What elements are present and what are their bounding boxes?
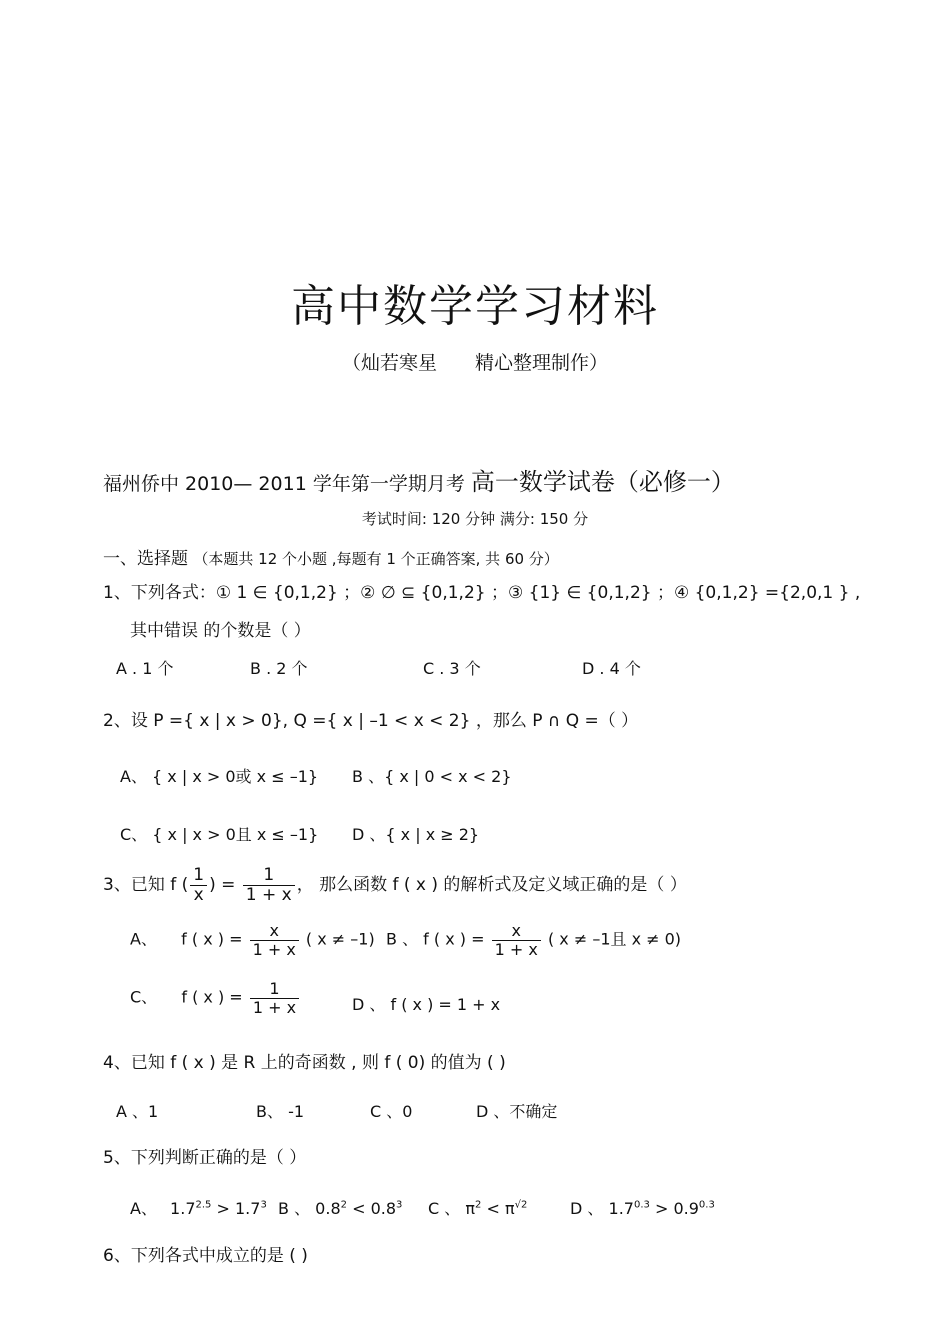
q5-option-d-base1: 1.7 <box>608 1199 634 1218</box>
q3-option-c-label: C、 <box>130 987 158 1007</box>
q3-frac-arg-den: x <box>193 884 204 905</box>
q3-option-d: D 、 f ( x ) = 1 + x <box>352 995 501 1014</box>
q5-option-a-base2: > 1.7 <box>211 1199 261 1218</box>
q3-option-c-lhs: f ( x ) = <box>181 987 243 1007</box>
q3-stem <box>103 866 687 904</box>
q5-option-a-exp1: 2.5 <box>195 1199 212 1211</box>
q2-option-b: B 、{ x | 0 < x < 2} <box>352 767 512 786</box>
q4-stem: 4、已知 f ( x ) 是 R 上的奇函数 , 则 f ( 0) 的值为 ( ) <box>103 1053 506 1073</box>
q4-option-d: D 、不确定 <box>476 1102 558 1121</box>
q3-option-a-lhs: f ( x ) = <box>181 929 243 949</box>
q3-frac-rhs-num: 1 <box>243 866 295 886</box>
q3-option-c-den: 1 + x <box>252 997 297 1017</box>
exam-info: 考试时间: 120 分钟 满分: 150 分 <box>361 510 589 528</box>
page-title: 高中数学学习材料 <box>291 281 659 332</box>
q5-option-a-exp2: 3 <box>260 1199 267 1211</box>
q2-option-c: C、 { x | x > 0且 x ≤ –1} <box>120 825 319 844</box>
q5-option-c-label: C 、 <box>428 1199 461 1218</box>
q5-option-b-exp1: 2 <box>340 1199 347 1211</box>
q1-option-c: C . 3 个 <box>423 659 481 678</box>
q3-option-a <box>130 922 375 958</box>
q5-option-a-label: A、 <box>130 1199 157 1218</box>
q4-option-a: A 、1 <box>116 1102 159 1121</box>
section-note: （本题共 12 个小题 ,每题有 1 个正确答案, 共 60 分） <box>193 550 559 568</box>
q2-option-d: D 、{ x | x ≥ 2} <box>352 825 480 844</box>
page-subtitle: （灿若寒星 精心整理制作） <box>341 352 608 374</box>
exam-header <box>103 462 735 497</box>
q5-option-c-exp2: √2 <box>514 1199 528 1211</box>
q3-frac-rhs <box>243 866 295 904</box>
q3-option-a-num: x <box>250 922 299 941</box>
q5-option-d <box>570 1196 715 1219</box>
q6-stem: 6、下列各式中成立的是 ( ) <box>103 1246 308 1266</box>
q1-option-a: A . 1 个 <box>116 659 174 678</box>
q5-option-d-base2: > 0.9 <box>649 1199 699 1218</box>
q5-stem: 5、下列判断正确的是（ ） <box>103 1148 307 1168</box>
q3-option-b <box>386 922 681 958</box>
q3-option-a-label: A、 <box>130 929 157 949</box>
q5-option-d-exp2: 0.3 <box>698 1199 715 1211</box>
q3-frac-arg-num: 1 <box>190 866 207 886</box>
q5-option-c <box>428 1196 527 1219</box>
q3-mid: ) = <box>209 875 236 896</box>
q5-option-d-exp1: 0.3 <box>633 1199 650 1211</box>
q3-option-b-frac <box>492 922 541 958</box>
q4-option-b: B、 -1 <box>256 1102 305 1121</box>
q1-stem: 1、下列各式：① 1 ∈ {0,1,2} ；② ∅ ⊆ {0,1,2} ；③ {1} ∈ {0,1,2} ；④ {0,1,2} ={2,0,1 } , <box>103 583 861 603</box>
section-label: 一、选择题 <box>103 549 188 569</box>
q5-option-c-exp1: 2 <box>475 1199 482 1211</box>
q4-option-c: C 、0 <box>370 1102 413 1121</box>
q3-prefix: 3、已知 f ( <box>103 875 189 896</box>
q3-frac-rhs-den: 1 + x <box>245 884 292 905</box>
q5-option-b-exp2: 3 <box>396 1199 403 1211</box>
q5-option-a <box>130 1196 267 1219</box>
q3-option-a-den: 1 + x <box>252 939 296 959</box>
q1-stem-2: 其中错误 的个数是（ ） <box>130 621 311 641</box>
q3-option-a-cond: ( x ≠ –1) <box>305 929 375 949</box>
section-heading <box>103 544 559 569</box>
exam-header-main: 高一数学试卷（必修一） <box>470 468 735 496</box>
q5-option-a-base1: 1.7 <box>170 1199 196 1218</box>
q5-option-b-base1: 0.8 <box>315 1199 341 1218</box>
q3-option-a-frac <box>250 922 299 958</box>
q3-option-b-lhs: f ( x ) = <box>423 929 485 949</box>
q2-option-a: A、 { x | x > 0或 x ≤ –1} <box>120 767 319 786</box>
q5-option-b <box>278 1196 402 1219</box>
q3-suffix: ， 那么函数 f ( x ) 的解析式及定义域正确的是（ ） <box>296 875 687 896</box>
q5-option-c-base1: π <box>465 1199 475 1218</box>
q5-option-c-base2: < π <box>481 1199 515 1218</box>
q3-frac-arg <box>190 866 207 904</box>
q3-option-b-cond: ( x ≠ –1且 x ≠ 0) <box>547 929 682 949</box>
q1-option-b: B . 2 个 <box>250 659 308 678</box>
q3-option-b-num: x <box>492 922 541 941</box>
q5-option-b-base2: < 0.8 <box>347 1199 397 1218</box>
q1-option-d: D . 4 个 <box>582 659 641 678</box>
q5-option-b-label: B 、 <box>278 1199 311 1218</box>
q3-option-b-den: 1 + x <box>494 939 538 959</box>
exam-header-prefix: 福州侨中 2010— 2011 学年第一学期月考 <box>103 473 471 495</box>
q3-option-c-frac <box>250 980 299 1016</box>
q3-option-b-label: B 、 <box>386 929 419 949</box>
q3-option-c <box>130 980 301 1016</box>
q3-option-c-num: 1 <box>250 980 299 999</box>
q5-option-d-label: D 、 <box>570 1199 604 1218</box>
q2-stem: 2、设 P ={ x | x > 0}, Q ={ x | –1 < x < 2} ，那么 P ∩ Q =（ ） <box>103 711 639 731</box>
